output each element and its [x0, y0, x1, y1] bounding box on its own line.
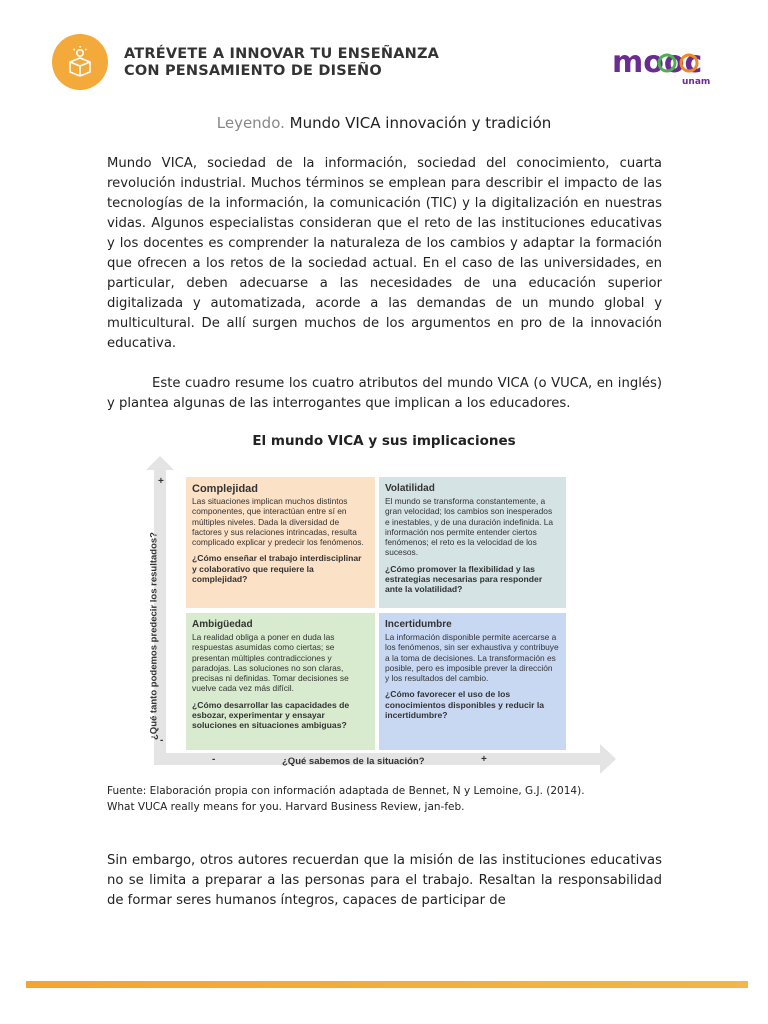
y-axis-label: ¿Qué tanto podemos predecir los resultados?	[148, 532, 160, 740]
quadrant-title: Ambigüedad	[192, 619, 253, 630]
quadrant-title: Volatilidad	[385, 483, 435, 494]
quadrant-title: Complejidad	[192, 483, 259, 495]
vica-diagram	[140, 456, 620, 781]
y-axis-minus: -	[160, 735, 164, 746]
course-title-line2: CON PENSAMIENTO DE DISEÑO	[124, 63, 382, 79]
course-title-line1: ATRÉVETE A INNOVAR TU ENSEÑANZA	[124, 46, 440, 62]
quadrant-question: ¿Cómo enseñar el trabajo interdisciplinar y colaborativo que requiere la complejidad?	[192, 553, 362, 585]
quadrant-text: La información disponible permite acercarse a los fenómenos, sin ser exhaustiva y contribuye a la toma de decisiones. La transformación es posible, pero es imposible prever la dirección y los resultados del cambio.	[385, 632, 559, 684]
lightbulb-box-icon	[63, 45, 97, 79]
quadrant-ambiguedad	[186, 613, 375, 750]
mooc-unam-logo	[612, 44, 722, 88]
quadrant-text: El mundo se transforma constantemente, a gran velocidad; los cambios son inesperados e inestables, y de una duración indefinida. La información nos permite entender ciertos fenómenos; el reto es la velocidad de los sucesos.	[385, 496, 554, 558]
source-line2: What VUCA really means for you. Harvard Business Review, jan-feb.	[107, 801, 465, 813]
quadrant-title: Incertidumbre	[385, 619, 452, 630]
course-logo	[52, 34, 108, 90]
x-axis-label: ¿Qué sabemos de la situación?	[282, 756, 425, 767]
mooc-logo-text: mooc	[612, 45, 703, 80]
quadrant-text: La realidad obliga a poner en duda las respuestas asumidas como ciertas; se presentan múltiples contradicciones y paradojas. Las soluciones no son claras, precisas ni definidas. Tomar decisiones se vuelve cada vez más difícil.	[192, 632, 349, 694]
quadrant-text: Las situaciones implican muchos distintos componentes, que interactúan entre sí en múltiples niveles. Dada la diversidad de factores y sus relaciones intrincadas, resulta complicado explicar y predecir los fenómenos.	[192, 496, 364, 548]
quadrant-question: ¿Cómo promover la flexibilidad y las estrategias necesarias para responder ante la volatilidad?	[385, 563, 543, 595]
quadrant-incertidumbre	[379, 613, 566, 750]
paragraph-intro: Mundo VICA, sociedad de la información, sociedad del conocimiento, cuarta revolución industrial. Muchos términos se emplean para describir el impacto de las tecnologías de la información, la comunicación (TIC) y la digitalización en nuestras vidas. Algunos especialistas consideran que el reto de las instituciones educativas y los docentes es comprender la naturaleza de los cambios y adaptar la formación que ofrecen a los retos de la sociedad actual. En el caso de las universidades, en particular, deben adecuarse a las necesidades de una educación superior digitalizada y automatizada, acorde a las demandas de un mundo global y multicultural. De allí surgen muchos de los argumentos en pro de la innovación educativa.	[107, 156, 662, 351]
quadrant-question: ¿Cómo desarrollar las capacidades de esbozar, experimentar y ensayar soluciones en situaciones ambiguas?	[192, 699, 350, 731]
page-title	[0, 114, 768, 132]
paragraph-summary: Este cuadro resume los cuatro atributos del mundo VICA (o VUCA, en inglés) y plantea algunas de las interrogantes que implican a los educadores.	[107, 376, 662, 411]
x-axis-plus: +	[481, 754, 487, 765]
x-axis-minus: -	[212, 754, 216, 765]
quadrant-complejidad	[186, 477, 375, 608]
page-title-label: Leyendo.	[216, 114, 285, 132]
paragraph-closing: Sin embargo, otros autores recuerdan que la misión de las instituciones educativas no se limita a preparar a las personas para el trabajo. Resaltan la responsabilidad de formar seres humanos íntegros, capaces de participar de	[107, 853, 662, 908]
unam-logo-text: unam	[682, 77, 711, 87]
source-citation	[107, 783, 667, 815]
course-title	[124, 46, 439, 80]
footer-bar	[26, 981, 748, 988]
y-axis-plus: +	[158, 476, 164, 487]
quadrant-question: ¿Cómo favorecer el uso de los conocimientos disponibles y reducir la incertidumbre?	[385, 689, 545, 721]
page-title-text: Mundo VICA innovación y tradición	[289, 114, 552, 132]
quadrant-volatilidad	[379, 477, 566, 608]
source-line1: Fuente: Elaboración propia con información adaptada de Bennet, N y Lemoine, G.J. (2014).	[107, 785, 585, 797]
diagram-title: El mundo VICA y sus implicaciones	[252, 433, 516, 449]
